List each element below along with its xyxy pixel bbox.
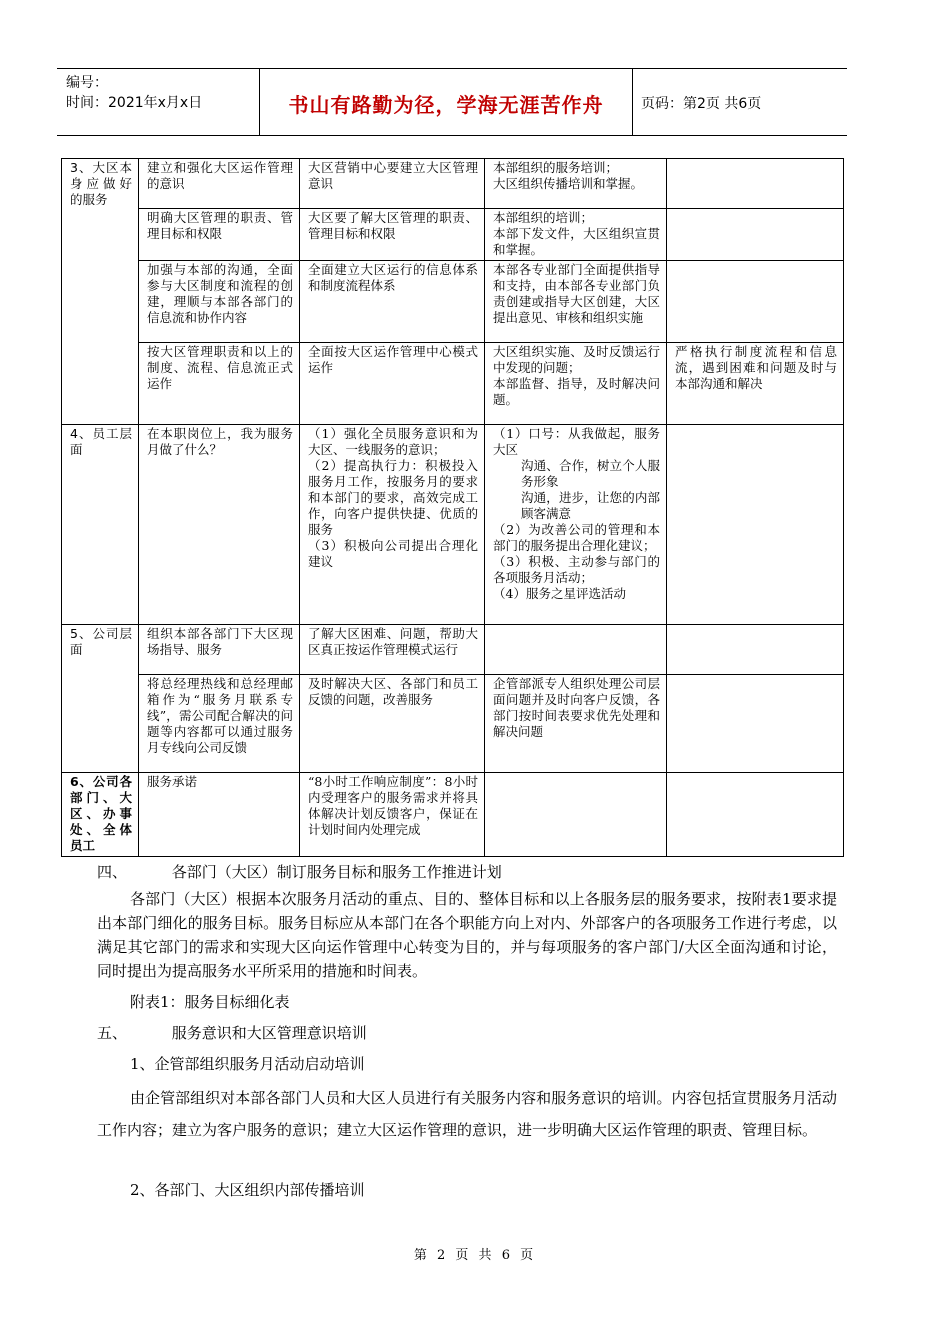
- table-row: [62, 209, 844, 261]
- header-motto: 书山有路勤为径，学海无涯苦作舟: [288, 93, 604, 117]
- level-cell: 5、公司层面: [62, 625, 139, 773]
- method-cell: [485, 425, 667, 625]
- doc-date-label: 时间：2021年x月x日: [66, 95, 203, 111]
- table-row: [62, 675, 844, 773]
- service-content-cell: 了解大区困难、问题，帮助大区真正按运作管理模式运行: [300, 625, 485, 675]
- header-page-number: 页码：第2页 共6页: [641, 96, 762, 112]
- level-cell: 3、大区本身应做好的服务: [62, 159, 139, 425]
- method-cell: 大区组织实施、及时反馈运行中发现的问题； 本部监督、指导，及时解决问题。: [485, 343, 667, 425]
- table-row: [62, 625, 844, 675]
- section-5-heading: [97, 1021, 837, 1045]
- service-item-cell: 将总经理热线和总经理邮箱作为“服务月联系专线”，需公司配合解决的问题等内容都可以通过服务月专线向公司反馈: [139, 675, 300, 773]
- service-item-cell: 在本职岗位上，我为服务月做了什么？: [139, 425, 300, 625]
- note-cell: [667, 675, 844, 773]
- method-cell: 企管部派专人组织处理公司层面问题并及时向客户反馈，各部门按时间表要求优先处理和解决问题: [485, 675, 667, 773]
- note-cell: [667, 773, 844, 857]
- method-cell: 本部各专业部门全面提供指导和支持，由本部各专业部门负责创建或指导大区创建，大区提出意见、审核和组织实施: [485, 261, 667, 343]
- level-cell: 6、公司各部门、大区、办事处、全体员工: [62, 773, 139, 857]
- note-cell: [667, 209, 844, 261]
- note-cell: [667, 425, 844, 625]
- method-line: （1）口号：从我做起，服务大区: [493, 426, 660, 457]
- header-meta: [66, 73, 202, 113]
- method-cell: [485, 625, 667, 675]
- service-item-cell: 明确大区管理的职责、管理目标和权限: [139, 209, 300, 261]
- method-cell: 本部组织的培训； 本部下发文件，大区组织宣贯和掌握。: [485, 209, 667, 261]
- note-cell: 严格执行制度流程和信息流，遇到困难和问题及时与本部沟通和解决: [667, 343, 844, 425]
- service-item-cell: 建立和强化大区运作管理的意识: [139, 159, 300, 209]
- subsection-heading: 1、企管部组织服务月活动启动培训: [130, 1055, 365, 1073]
- note-cell: [667, 625, 844, 675]
- paragraph: 各部门（大区）根据本次服务月活动的重点、目的、整体目标和以上各服务层的服务要求，按附表1要求提出本部门细化的服务目标。服务目标应从本部门在各个职能方向上对内、外部客户的各项服务工作进行考虑，以满足其它部门的需求和实现大区向运作管理中心转变为目的，并与每项服务的客户部门/大区全面沟通和讨论，同时提出为提高服务水平所采用的措施和时间表。: [97, 890, 837, 980]
- table-row: [62, 343, 844, 425]
- level-cell: 4、员工层面: [62, 425, 139, 625]
- table-row: [62, 261, 844, 343]
- service-content-cell: （1）强化全员服务意识和为大区、一线服务的意识； （2）提高执行力：积极投入服务月工作，按服务月的要求和本部门的要求，高效完成工作，向客户提供快捷、优质的服务 （3）积极向公司提出合理化建议: [300, 425, 485, 625]
- method-cell: [485, 773, 667, 857]
- page-header: [57, 68, 847, 136]
- section-title: 各部门（大区）制订服务目标和服务工作推进计划: [171, 863, 502, 881]
- note-cell: [667, 261, 844, 343]
- page-footer: 第 2 页 共 6 页: [413, 1248, 537, 1263]
- service-content-cell: 大区营销中心要建立大区管理意识: [300, 159, 485, 209]
- table-row: [62, 425, 844, 625]
- method-line: 沟通、合作，树立个人服务形象: [521, 458, 660, 489]
- subsection-heading: 2、各部门、大区组织内部传播培训: [130, 1181, 365, 1199]
- service-item-cell: 按大区管理职责和以上的制度、流程、信息流正式运作: [139, 343, 300, 425]
- table-row: [62, 773, 844, 857]
- service-content-cell: “8小时工作响应制度”：8小时内受理客户的服务需求并将具体解决计划反馈客户，保证在计划时间内处理完成: [300, 773, 485, 857]
- section-number: 四、: [97, 863, 128, 881]
- section-4-heading: [97, 860, 837, 884]
- method-cell: 本部组织的服务培训； 大区组织传播培训和掌握。: [485, 159, 667, 209]
- paragraph: 由企管部组织对本部各部门人员和大区人员进行有关服务内容和服务意识的培训。内容包括宣贯服务月活动工作内容；建立为客户服务的意识；建立大区运作管理的意识，进一步明确大区运作管理的职责、管理目标。: [97, 1089, 837, 1139]
- service-content-cell: 全面按大区运作管理中心模式运作: [300, 343, 485, 425]
- method-line: 沟通，进步，让您的内部顾客满意: [521, 490, 660, 521]
- service-item-cell: 组织本部各部门下大区现场指导、服务: [139, 625, 300, 675]
- doc-number-label: 编号：: [66, 75, 108, 91]
- section-title: 服务意识和大区管理意识培训: [171, 1024, 367, 1042]
- service-item-cell: 服务承诺: [139, 773, 300, 857]
- service-item-cell: 加强与本部的沟通，全面参与大区制度和流程的创建，理顺与本部各部门的信息流和协作内容: [139, 261, 300, 343]
- service-content-cell: 全面建立大区运行的信息体系和制度流程体系: [300, 261, 485, 343]
- header-divider: [632, 69, 633, 136]
- section-number: 五、: [97, 1024, 128, 1042]
- service-content-cell: 及时解决大区、各部门和员工反馈的问题，改善服务: [300, 675, 485, 773]
- appendix-label: 附表1：服务目标细化表: [130, 993, 290, 1011]
- method-line: （2）为改善公司的管理和本部门的服务提出合理化建议； （3）积极、主动参与部门的各项服务月活动； （4）服务之星评选活动: [493, 522, 660, 601]
- note-cell: [667, 159, 844, 209]
- table-row: [62, 159, 844, 209]
- service-table: [61, 158, 844, 857]
- service-content-cell: 大区要了解大区管理的职责、管理目标和权限: [300, 209, 485, 261]
